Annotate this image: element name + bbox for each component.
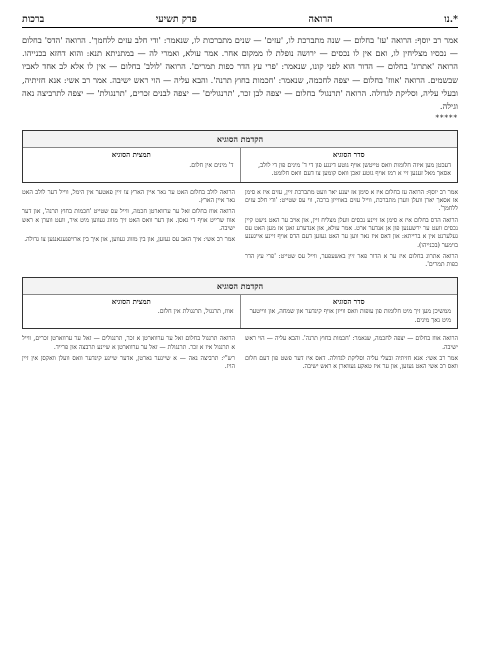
sugya-summary-title: תמצית הסוגיא [111,150,151,160]
paragraph: הרואה תרנגול בחלום זאל ער ערווארטן א זכר, תרנגולים — זאל ער ערווארטן זכרים, ווייל א תרנגול איז א זכר. תרנגולת — זאל ער ערווארטן א שיינע תרבצה און פרייד. [22,335,235,351]
page-number: נו.* [444,14,458,25]
gemara-text: אמר רב יוסף: הרואה 'עז' בחלום — שנה מתברכת לו, 'עזים' — שנים מתברכות לו, שנאמר: 'ודי חלב עזים ללחמך'. הרואה 'הדס' בחלום — נכסיו מצליחין לו, ואם אין לו נכסים — ירושה נופלת לו ממקום אחר. אמר עולא, ואמרי לה — במתניתא תנא: והוא דחזא בכנייהו. הרואה 'אתרוג' בחלום — הדור הוא לפני קונו, שנאמר: 'פרי עץ הדר כפות תמרים'. הרואה 'לולב' בחלום — אין לו אלא לב אחד לאביו שבשמים. הרואה 'אווז' בחלום — יצפה לחכמה, שנאמר: 'חכמות בחוץ תרנה'. והבא עליה — הוי ראש ישיבה. אמר רב אשי: אנא חזיתיה, ובעלי עליה, וסליקת לגדולה. הרואה 'תרנגול' בחלום — יצפה לבן זכר, 'תרנגולים' — יצפה לבנים זכרים, 'תרנגולת' — יצפה לתרביצה נאה וגילה. [22,35,458,112]
sugya-order-text: ממשיכן מען זיך מיט חלומות פון עופות וואס ווייזן אויף קינדער און שמחה, און ווייטער מיט נאך מינים. [249,308,451,324]
sugya-summary-text: אווז, תרנגול, תרנגולת אין חלום. [157,308,234,316]
paragraph: הרואה אווז בחלום זאל ער ערווארטן חכמה, ווייל עס שטייט 'חכמות בחוץ תרנה', און דער אווז שרייט אויף די גאסן. און דער וואס האט זיך מזווג געווען מיט איר, וועט ווערן א ראש ישיבה. [22,208,235,233]
commentary-columns [22,189,458,273]
paragraph: הרואה הדס בחלום איז א סימן אז זיינע נכסים וועלן מצליח זיין, און אויב ער האט נישט קיין נכסים וועט ער ירשענען פון אן אנדער ארט. אמר עולא, און אנדערע זאגן אז מען האט עס געלערנט אין א ברייתא: און דאס איז נאר ווען ער האט געזען דעם הדס אויף זיינע אייגענע בוימער (בכנייהו). [245,216,458,249]
sugya-summary-text: ד' מינים אין חלום. [189,161,234,169]
commentary-column-right [245,189,458,273]
tractate-title: ברכות [22,14,45,25]
commentary-column-left [22,335,235,374]
paragraph: רש"י: תרביצה נאה — א שיינער גארטן, אדער שיינע קינדער וואס וועלן וואקסן אין זיין הויז. [22,355,235,371]
sugya-summary-title: תמצית הסוגיא [111,296,151,306]
paragraph: אמר רב אשי: איך האב עס געזען, און בין מזווג געווען, און איך בין ארויפגעגאנגען צו גדולה. [24,236,235,244]
section-intro-2 [22,277,458,330]
chapter-title-center: פרק תשיעי [155,14,197,25]
sugya-summary [23,295,241,329]
page-header [22,14,458,28]
sugya-order [241,295,458,329]
paragraph: הרואה לולב בחלום האט ער נאר איין הארץ צו זיין פאטער אין הימל, ווייל דער לולב האט נאר איין הארץ. [22,188,235,205]
sugya-order [241,148,458,182]
sugya-summary [23,148,241,182]
separator-stars: ***** [435,114,458,123]
chapter-title-right: הרואה [308,14,333,25]
commentary-column-right [245,335,458,374]
commentary-column-left [22,189,235,273]
paragraph: הרואה אתרוג בחלום איז ער א הדור פאר זיין באשעפער, ווייל עס שטייט: 'פרי עץ הדר כפות תמרים'. [245,253,458,269]
paragraph: אמר רב יוסף: הרואה עז בחלום איז א סימן אז יענע יאר וועט מתברכת זיין, עזים איז א סימן אז אסאך יארן וועלן ווערן מתברכת, ווייל עזים באווייזן ברכה, ווי עס שטייט: 'ודי חלב עזים ללחמך'. [245,188,458,213]
section-intro-1 [22,130,458,183]
paragraph: אמר רב אשי: אנא חזיתיה ובעלי עליה וסליקת לגדולה. דאס איז דער פשט פון דעם חלום וואס רב אשי האט געזען, און ער איז טאקע געווארן א ראש ישיבה. [245,355,458,371]
commentary-columns-lower [22,335,458,374]
paragraph: הרואה אווז בחלום — יצפה לחכמה, שנאמר: 'חכמות בחוץ תרנה'. והבא עליה — הוי ראש ישיבה. [245,335,458,351]
sugya-order-text: דעכטן מען איזה חלומות וואס טייטשן אויף גוטע דינגע פון די ד' מינים פון די לולב, אסאך מאל זענען זיי א רמז אויף גוטע זאכן וואס קומען צו דעם וואס חלומט. [258,161,451,178]
section-title: הקדמת הסוגיא [23,131,457,148]
section-title: הקדמת הסוגיא [23,278,457,295]
sugya-order-title: סדר הסוגיא [332,150,365,160]
sugya-order-title: סדר הסוגיא [332,296,365,306]
